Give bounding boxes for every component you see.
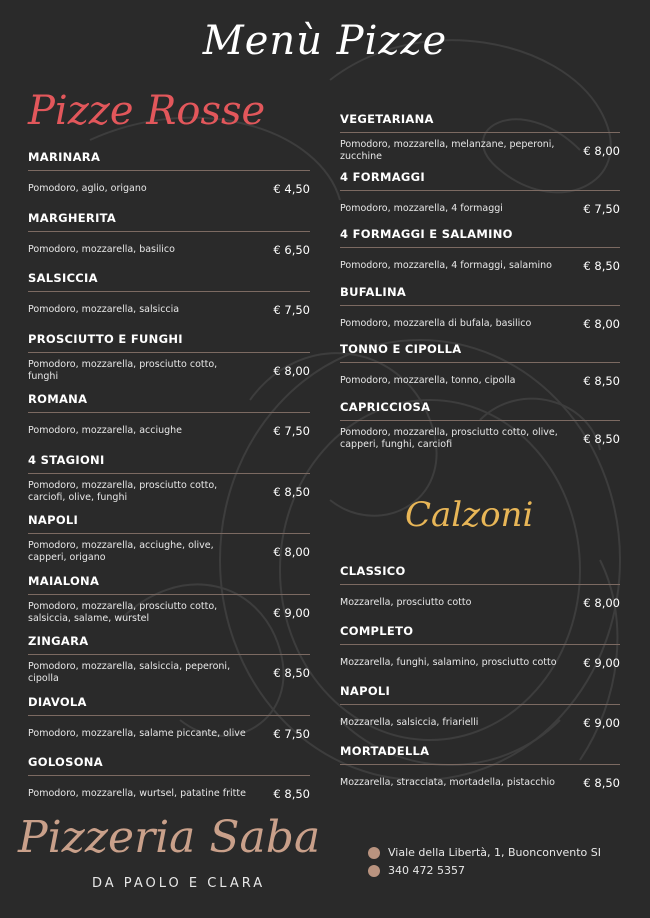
menu-item-price: € 7,50: [273, 726, 310, 741]
menu-item-price: € 8,00: [273, 363, 310, 378]
menu-item: [340, 342, 620, 400]
menu-item-description: Pomodoro, mozzarella, salsiccia, peperoni, cipolla: [28, 661, 231, 684]
menu-item-row: [340, 306, 620, 337]
phone-text: 340 472 5357: [388, 864, 465, 877]
menu-item-description: Mozzarella, stracciata, mortadella, pistacchio: [340, 777, 555, 788]
menu-item-name: NAPOLI: [28, 513, 310, 534]
page-title: Menù Pizze: [202, 18, 448, 64]
menu-item-price: € 8,50: [583, 259, 620, 273]
menu-item: [28, 392, 310, 453]
menu-item-name: 4 FORMAGGI E SALAMINO: [340, 227, 620, 248]
menu-item-description: Mozzarella, prosciutto cotto: [340, 597, 472, 608]
menu-item-description: Pomodoro, mozzarella, prosciutto cotto, carciofi, olive, funghi: [28, 479, 218, 503]
menu-item-price: € 8,50: [583, 374, 620, 388]
address-line: [368, 846, 601, 859]
menu-item-name: MAIALONA: [28, 574, 310, 595]
menu-item-row: [28, 595, 310, 626]
menu-item-name: BUFALINA: [340, 285, 620, 306]
menu-item-price: € 9,00: [583, 716, 620, 730]
menu-item-row: [28, 292, 310, 323]
pizze-right-column: [340, 112, 620, 457]
menu-item-description: Pomodoro, mozzarella, prosciutto cotto, funghi: [28, 358, 218, 382]
menu-item-name: MARINARA: [28, 150, 310, 171]
menu-item-name: 4 FORMAGGI: [340, 170, 620, 191]
menu-item-row: [28, 655, 310, 686]
menu-item: [28, 574, 310, 635]
menu-item-name: CLASSICO: [340, 564, 620, 585]
menu-item-row: [340, 133, 620, 164]
menu-item-name: TONNO E CIPOLLA: [340, 342, 620, 363]
menu-item-price: € 8,00: [583, 316, 620, 331]
brand-subtitle: DA PAOLO E CLARA: [92, 876, 266, 891]
menu-item: [340, 285, 620, 343]
menu-item-description: Mozzarella, salsiccia, friarielli: [340, 717, 479, 728]
menu-item-price: € 8,50: [583, 431, 620, 446]
calzoni-heading: Calzoni: [405, 495, 534, 535]
menu-item: [28, 634, 310, 695]
menu-item-name: DIAVOLA: [28, 695, 310, 716]
address-text: Viale della Libertà, 1, Buonconvento SI: [388, 846, 601, 859]
menu-item: [28, 271, 310, 332]
menu-item-row: [340, 363, 620, 394]
menu-item-name: ROMANA: [28, 392, 310, 413]
menu-item: [340, 170, 620, 228]
phone-icon: [368, 865, 380, 877]
menu-item-name: ZINGARA: [28, 634, 310, 655]
menu-item-name: NAPOLI: [340, 684, 620, 705]
menu-item-row: [28, 413, 310, 444]
menu-item-description: Mozzarella, funghi, salamino, prosciutto cotto: [340, 657, 557, 668]
calzoni-column: [340, 564, 620, 804]
menu-item-name: COMPLETO: [340, 624, 620, 645]
menu-item-description: Pomodoro, mozzarella, wurtsel, patatine fritte: [28, 788, 246, 799]
menu-item: [340, 564, 620, 624]
menu-item: [28, 150, 310, 211]
menu-item: [28, 513, 310, 574]
menu-item-description: Pomodoro, mozzarella, prosciutto cotto, olive, capperi, funghi, carciofi: [340, 426, 558, 450]
menu-item-row: [340, 765, 620, 796]
menu-item: [340, 624, 620, 684]
menu-item-description: Pomodoro, mozzarella, salsiccia: [28, 304, 180, 315]
location-pin-icon: [368, 847, 380, 859]
menu-item-description: Pomodoro, aglio, origano: [28, 183, 147, 194]
menu-item-row: [28, 232, 310, 263]
menu-item-name: 4 STAGIONI: [28, 453, 310, 474]
calzoni-list: [340, 564, 620, 804]
menu-item-price: € 9,00: [273, 605, 310, 620]
menu-item: [28, 211, 310, 272]
menu-item: [28, 755, 310, 816]
menu-item-price: € 8,00: [273, 545, 310, 559]
menu-item-description: Pomodoro, mozzarella, 4 formaggi, salamino: [340, 260, 552, 271]
menu-item-row: [28, 171, 310, 202]
pizze-rosse-heading: Pizze Rosse: [28, 88, 266, 134]
menu-item: [28, 332, 310, 393]
menu-item-row: [340, 421, 620, 452]
menu-item-description: Pomodoro, mozzarella, prosciutto cotto, salsiccia, salame, wurstel: [28, 600, 218, 624]
pizze-right-list: [340, 112, 620, 457]
menu-item-price: € 4,50: [273, 182, 310, 196]
menu-item-description: Pomodoro, mozzarella, 4 formaggi: [340, 202, 503, 214]
menu-item: [28, 453, 310, 514]
menu-item-row: [340, 705, 620, 736]
menu-item-description: Pomodoro, mozzarella, melanzane, peperoni, zucchine: [340, 139, 555, 162]
pizze-rosse-column: [28, 82, 310, 816]
menu-item-price: € 8,50: [273, 787, 310, 801]
menu-item: [340, 744, 620, 804]
menu-item-row: [28, 716, 310, 747]
menu-item-price: € 8,00: [583, 144, 620, 158]
menu-item-price: € 7,50: [273, 303, 310, 317]
menu-item-price: € 9,00: [583, 656, 620, 670]
menu-item-name: PROSCIUTTO E FUNGHI: [28, 332, 310, 353]
menu-item-description: Pomodoro, mozzarella di bufala, basilico: [340, 317, 532, 329]
menu-item-row: [28, 776, 310, 807]
menu-item: [28, 695, 310, 756]
phone-line: [368, 864, 465, 877]
menu-item: [340, 684, 620, 744]
menu-item-description: Pomodoro, mozzarella, tonno, cipolla: [340, 375, 516, 386]
menu-item-row: [340, 248, 620, 279]
menu-item-description: Pomodoro, mozzarella, salame piccante, olive: [28, 727, 246, 739]
menu-item-name: GOLOSONA: [28, 755, 310, 776]
menu-item-row: [340, 191, 620, 222]
menu-item-row: [340, 585, 620, 616]
menu-item: [340, 227, 620, 285]
menu-item-name: MORTADELLA: [340, 744, 620, 765]
menu-item-price: € 7,50: [583, 201, 620, 216]
brand-name: Pizzeria Saba: [18, 812, 321, 863]
menu-item-price: € 8,50: [583, 776, 620, 790]
menu-item-description: Pomodoro, mozzarella, basilico: [28, 243, 175, 255]
menu-item-name: SALSICCIA: [28, 271, 310, 292]
menu-item-row: [28, 353, 310, 384]
menu-item-name: MARGHERITA: [28, 211, 310, 232]
menu-item-name: VEGETARIANA: [340, 112, 620, 133]
menu-item-price: € 8,00: [583, 596, 620, 610]
menu-item-price: € 8,50: [273, 666, 310, 680]
menu-item-description: Pomodoro, mozzarella, acciughe, olive, capperi, origano: [28, 540, 214, 563]
pizze-rosse-list: [28, 150, 310, 816]
menu-item-name: CAPRICCIOSA: [340, 400, 620, 421]
menu-item-description: Pomodoro, mozzarella, acciughe: [28, 425, 183, 436]
menu-item-price: € 7,50: [273, 424, 310, 438]
menu-item-price: € 6,50: [273, 242, 310, 257]
menu-item: [340, 112, 620, 170]
menu-item: [340, 400, 620, 458]
menu-item-row: [28, 534, 310, 565]
menu-item-row: [340, 645, 620, 676]
menu-item-row: [28, 474, 310, 505]
menu-item-price: € 8,50: [273, 484, 310, 499]
